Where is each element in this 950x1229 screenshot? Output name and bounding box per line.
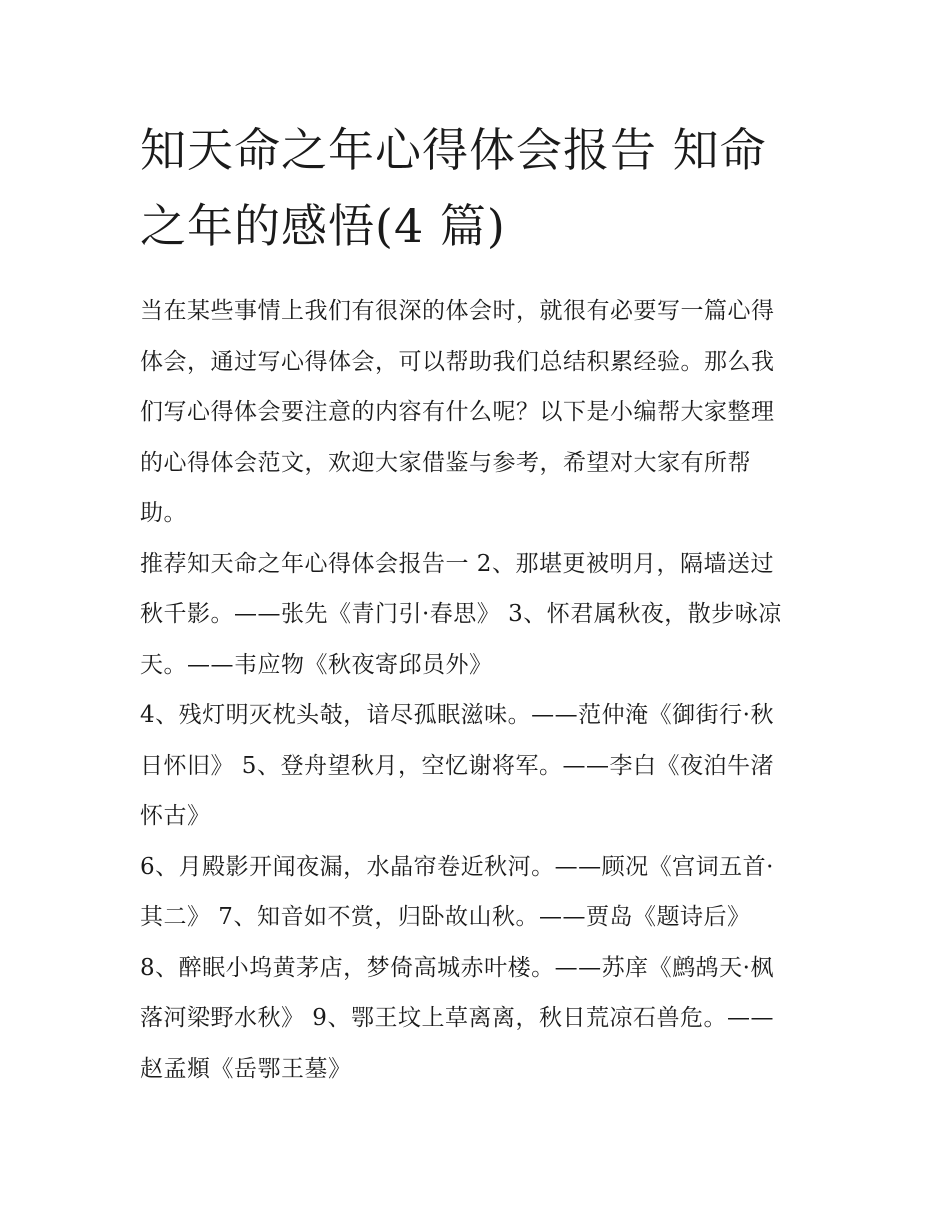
poem-paragraph-2: 4、残灯明灭枕头攲，谙尽孤眠滋味。——范仲淹《御街行·秋 日怀旧》 5、登舟望秋月，空忆谢将军。——李白《夜泊牛渚 怀古》 [140, 702, 774, 829]
intro-paragraph: 当在某些事情上我们有很深的体会时，就很有必要写一篇心得 体会，通过写心得体会，可以帮助我们总结积累经验。那么我 们写心得体会要注意的内容有什么呢？以下是小编帮大家整理 的心得体会范文，欢迎大家借鉴与参考，希望对大家有所帮 助。 [140, 298, 775, 526]
poem-paragraph-4: 8、醉眠小坞黄茅店，梦倚高城赤叶楼。——苏庠《鹧鸪天·枫 落河梁野水秋》 9、鄂王坟上草离离，秋日荒凉石兽危。—— 赵孟頫《岳鄂王墓》 [140, 954, 774, 1082]
document-body [140, 286, 820, 1094]
document-title: 知天命之年心得体会报告 知命 之年的感悟(4 篇) [140, 123, 767, 253]
document-page [140, 112, 820, 1094]
poem-paragraph-1: 推荐知天命之年心得体会报告一 2、那堪更被明月，隔墙送过 秋千影。——张先《青门引·春思》 3、怀君属秋夜，散步咏凉 天。——韦应物《秋夜寄邱员外》 [140, 550, 782, 678]
poem-paragraph-3: 6、月殿影开闻夜漏，水晶帘卷近秋河。——顾况《宫词五首· 其二》 7、知音如不赏，归卧故山秋。——贾岛《题诗后》 [140, 853, 774, 930]
